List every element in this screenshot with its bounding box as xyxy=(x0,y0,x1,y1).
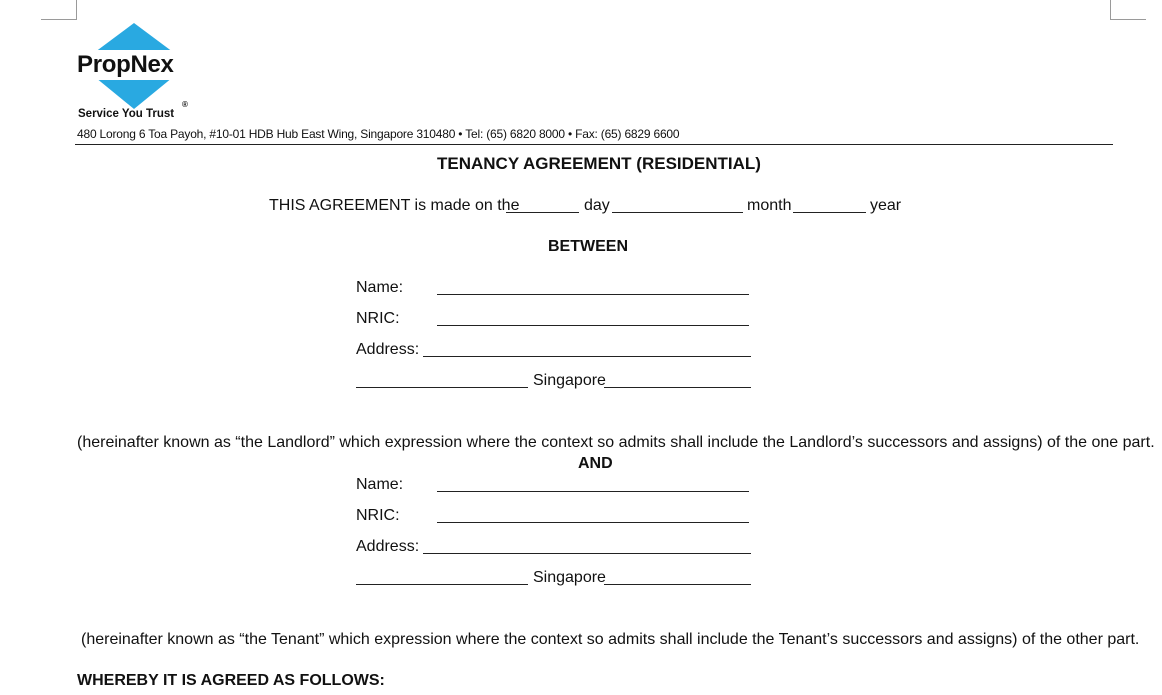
company-address: 480 Lorong 6 Toa Payoh, #10-01 HDB Hub East Wing, Singapore 310480 • Tel: (65) 6820 8000 • Fax: (65) 6829 6600 xyxy=(77,127,680,141)
company-logo xyxy=(77,21,193,123)
tenant-name-label: Name: xyxy=(356,476,404,493)
crop-mark-top-right-v xyxy=(1110,0,1111,20)
day-label: day xyxy=(584,197,610,214)
logo-wordmark: PropNex xyxy=(77,51,174,78)
tenant-nric-label: NRIC: xyxy=(356,507,400,524)
tenant-clause: (hereinafter known as “the Tenant” which expression where the context so admits shall include the Tenant’s successors and assigns) of the other part. xyxy=(81,631,1140,648)
landlord-address-label: Address: xyxy=(356,341,420,358)
month-field[interactable] xyxy=(612,212,743,213)
tenant-nric-field[interactable] xyxy=(437,522,749,523)
crop-mark-top-left-v xyxy=(76,0,77,20)
logo-tagline: Service You Trust xyxy=(78,108,175,120)
landlord-nric-label: NRIC: xyxy=(356,310,400,327)
landlord-country-label: Singapore xyxy=(533,372,606,389)
landlord-clause: (hereinafter known as “the Landlord” which expression where the context so admits shall include the Landlord’s successors and assigns) of the one part. xyxy=(77,434,1155,451)
tenant-address-label: Address: xyxy=(356,538,420,555)
landlord-name-field[interactable] xyxy=(437,294,749,295)
crop-mark-top-right-h xyxy=(1110,19,1146,20)
intro-prefix: THIS AGREEMENT is made on the xyxy=(269,197,520,214)
agreement-heading: WHEREBY IT IS AGREED AS FOLLOWS: xyxy=(77,672,385,689)
year-field[interactable] xyxy=(793,212,866,213)
registered-mark: ® xyxy=(182,100,188,109)
document-title: TENANCY AGREEMENT (RESIDENTIAL) xyxy=(437,154,761,173)
landlord-address-field[interactable] xyxy=(423,356,751,357)
crop-mark-top-left-h xyxy=(41,19,77,20)
landlord-name-label: Name: xyxy=(356,279,404,296)
and-heading: AND xyxy=(578,455,613,472)
between-heading: BETWEEN xyxy=(548,238,628,255)
tenant-country-label: Singapore xyxy=(533,569,606,586)
landlord-address-field-2[interactable] xyxy=(356,387,528,388)
landlord-postal-field[interactable] xyxy=(604,387,751,388)
landlord-nric-field[interactable] xyxy=(437,325,749,326)
header-divider xyxy=(75,144,1113,145)
day-field[interactable] xyxy=(506,212,579,213)
tenant-postal-field[interactable] xyxy=(604,584,751,585)
month-label: month xyxy=(747,197,792,214)
tenant-address-field-2[interactable] xyxy=(356,584,528,585)
tenant-name-field[interactable] xyxy=(437,491,749,492)
year-label: year xyxy=(870,197,902,214)
tenant-address-field[interactable] xyxy=(423,553,751,554)
